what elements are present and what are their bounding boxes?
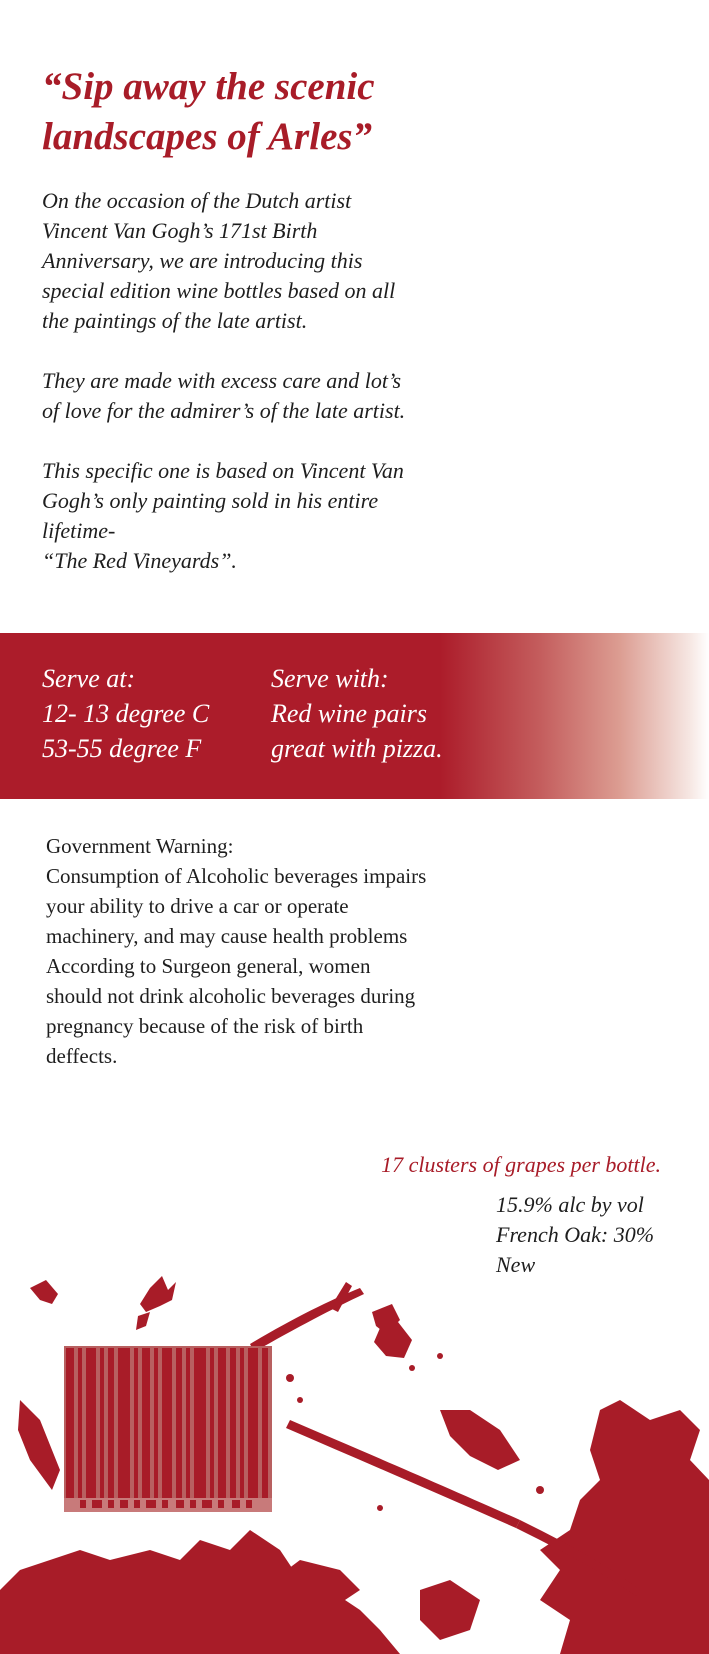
warning-line: Government Warning: (46, 834, 234, 858)
intro-p1-line: Anniversary, we are introducing this (42, 248, 363, 273)
warning-line: deffects. (46, 1044, 118, 1068)
barcode-icon (64, 1346, 272, 1512)
grape-clusters-note: 17 clusters of grapes per bottle. (381, 1152, 661, 1177)
warning-line: your ability to drive a car or operate (46, 894, 349, 918)
intro-p3-line: lifetime- (42, 518, 116, 543)
serve-at-block (42, 661, 209, 766)
serve-with-block (271, 661, 443, 766)
government-warning (46, 831, 476, 1071)
oak-type: New (496, 1252, 536, 1277)
warning-line: should not drink alcoholic beverages during (46, 984, 416, 1008)
intro-text (42, 186, 442, 606)
intro-paragraph-2 (42, 366, 442, 426)
serve-at-title: Serve at: (42, 664, 136, 693)
intro-p1-line: Vincent Van Gogh’s 171st Birth (42, 218, 318, 243)
intro-p3-line: This specific one is based on Vincent Van (42, 458, 404, 483)
headline-line-1: “Sip away the scenic (42, 65, 375, 108)
alcohol-content: 15.9% alc by vol (496, 1192, 644, 1217)
intro-p2-line: of love for the admirer’s of the late artist. (42, 398, 406, 423)
intro-p1-line: the paintings of the late artist. (42, 308, 308, 333)
serving-band (0, 633, 709, 799)
headline (42, 62, 562, 162)
intro-p3-line: Gogh’s only painting sold in his entire (42, 488, 379, 513)
serve-at-fahrenheit: 53-55 degree F (42, 734, 202, 763)
headline-line-2: landscapes of Arles” (42, 115, 373, 158)
warning-line: machinery, and may cause health problems (46, 924, 408, 948)
intro-p3-line: “The Red Vineyards”. (42, 548, 237, 573)
intro-paragraph-1 (42, 186, 442, 336)
warning-line: According to Surgeon general, women (46, 954, 371, 978)
intro-paragraph-3 (42, 456, 442, 576)
serve-at-celsius: 12- 13 degree C (42, 699, 210, 728)
oak-percentage: French Oak: 30% (496, 1222, 655, 1247)
warning-line: pregnancy because of the risk of birth (46, 1014, 364, 1038)
warning-line: Consumption of Alcoholic beverages impairs (46, 864, 427, 888)
serve-with-title: Serve with: (271, 664, 389, 693)
serve-with-line-2: great with pizza. (271, 734, 443, 763)
serve-with-line-1: Red wine pairs (271, 699, 427, 728)
intro-p1-line: special edition wine bottles based on all (42, 278, 396, 303)
vine-artwork (0, 1260, 709, 1654)
intro-p1-line: On the occasion of the Dutch artist (42, 188, 352, 213)
intro-p2-line: They are made with excess care and lot’s (42, 368, 402, 393)
